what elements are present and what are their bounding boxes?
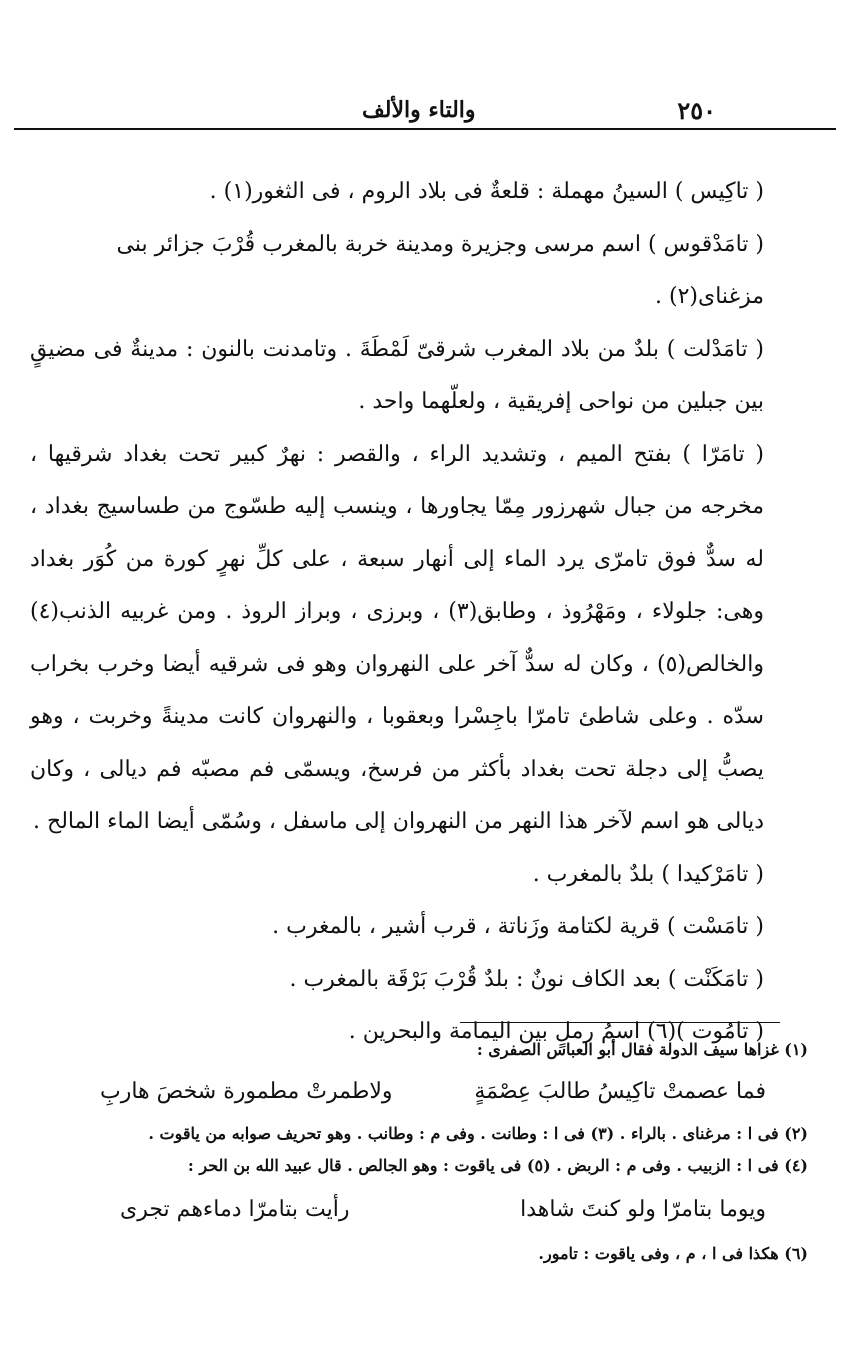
footnote-6: (٦) هكذا فى ا ، م ، وفى ياقوت : تامور. [538, 1244, 808, 1263]
entry-tamadlat: ( تامَدْلت ) بلدٌ من بلاد المغرب شرقىّ لَمْطَةَ . وتامدنت بالنون : مدينةٌ فى مضيقٍ بين جبلين من نواحى إفريقية ، ولعلّهما واحد . [30, 336, 764, 414]
page-header [14, 92, 836, 128]
footnote-4-5: (٤) فى ا : الزبيب . وفى م : الربض . (٥) فى ياقوت : وهو الجالص . قال عبيد الله بن الحر : [187, 1156, 808, 1175]
entry-tamast: ( تامَسْت ) قرية لكتامة وزَناتة ، قرب أشير ، بالمغرب . [272, 914, 764, 939]
verse-2-second-hemistich: رأيت بتامرّا دماءهم تجرى [120, 1197, 350, 1222]
running-title: والتاء والألف [362, 97, 476, 123]
footnote-2-3: (٢) فى ا : مرغناى . بالراء . (٣) فى ا : وطانت . وفى م : وطانب . وهو تحريف صوابه من ياقوت . [148, 1124, 808, 1143]
header-rule [14, 128, 836, 130]
entry-takis: ( تاكِيس ) السينُ مهملة : قلعةٌ فى بلاد الروم ، فى الثغور(١) . [209, 179, 764, 204]
verse-2 [30, 1182, 816, 1238]
entry-tamakant: ( تامَكَنْت ) بعد الكاف نونٌ : بلدٌ قُرْبَ بَرْقَة بالمغرب . [289, 966, 764, 992]
entry-tamadqus: ( تامَدْقوس ) اسم مرسى وجزيرة ومدينة خربة بالمغرب قُرْبَ جزائر بنى مزغناى(٢) . [116, 231, 764, 309]
page-number: ٢٥٠ [677, 95, 716, 125]
verse-1-first-hemistich: فما عصمتْ تاكِيسُ طالبَ عِصْمَةٍ [474, 1079, 766, 1104]
verse-1-second-hemistich: ولاطمرتْ مطمورة شخصَ هاربِ [100, 1079, 393, 1104]
verse-1 [30, 1066, 816, 1118]
main-text [30, 166, 816, 1059]
footnotes [30, 1034, 816, 1270]
footnote-1: (١) غزاها سيف الدولة فقال أبو العباس الصفرى : [476, 1040, 808, 1059]
entry-tamut: ( تامُوت )(٦) اسمُ رملٍ بين اليمامة والبحرين . [348, 1019, 764, 1044]
entry-tamarra: ( تامَرّا ) بفتح الميم ، وتشديد الراء ، والقصر : نهرٌ كبير تحت بغداد شرقيها ، مخرجه من جبال شهرزور مِمّا يجاورها ، وينسب إليه طسّوج من طساسيج بغداد ، له سدٌّ فوق تامرّى يرد الماء إلى أنهار سبعة ، على كلِّ نهرٍ كورة من كُوَر بغداد وهى: جلولاء ، ومَهْرُوذ ، وطابق(٣) ، وبرزى ، وبراز الروذ . ومن غربيه الذنب(٤) والخالص(٥) ، وكان له سدٌّ آخر على النهروان وهو فى شرقيه أيضا وخرب بخراب سدّه . وعلى شاطئ تامرّا باجِسْرا وبعقوبا ، والنهروان كانت مدينةً وخربت ، وهو يصبُّ إلى دجلة تحت بغداد بأكثر من فرسخ، ويسمّى فم مصبّه فم ديالى ، وكان ديالى هو اسم لآخر هذا النهر من النهروان إلى ماسفل ، وسُمّى أيضا الماء المالح . [30, 441, 764, 834]
footnote-rule [460, 1022, 780, 1023]
entry-tamarkida: ( تامَرْكيدا ) بلدٌ بالمغرب . [532, 861, 764, 887]
verse-2-first-hemistich: ويوما بتامرّا ولو كنتَ شاهدا [520, 1197, 766, 1222]
